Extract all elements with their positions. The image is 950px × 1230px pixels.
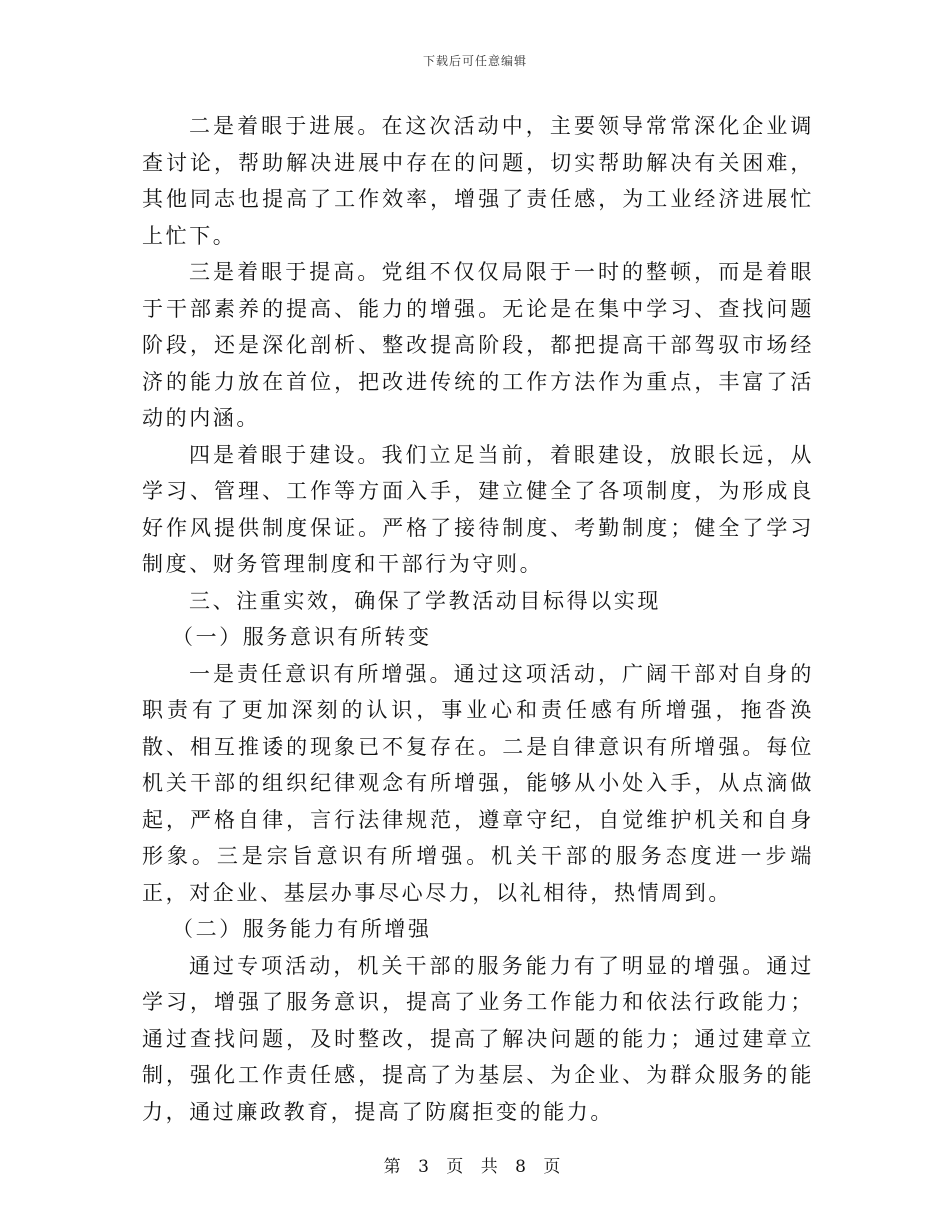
paragraph-awareness: 一是责任意识有所增强。通过这项活动，广阔干部对自身的职责有了更加深刻的认识，事业心和责任感有所增强，拖沓涣散、相互推诿的现象已不复存在。二是自律意识有所增强。每位机关干部的组织纪律观念有所增强，能够从小处入手，从点滴做起，严格自律，言行法律规范，遵章守纪，自觉维护机关和自身形象。三是宗旨意识有所增强。机关干部的服务态度进一步端正，对企业、基层办事尽心尽力，以礼相待，热情周到。 [142, 661, 814, 905]
paragraph-ability: 通过专项活动，机关干部的服务能力有了明显的增强。通过学习，增强了服务意识，提高了业务工作能力和依法行政能力；通过查找问题，及时整改，提高了解决问题的能力；通过建章立制，强化工作责任感，提高了为基层、为企业、为群众服务的能力，通过廉政教育，提高了防腐拒变的能力。 [142, 953, 814, 1124]
subheading-service-ability: （二）服务能力有所增强 [172, 917, 432, 941]
document-body [142, 108, 814, 1130]
paragraph-construction: 四是着眼于建设。我们立足当前，着眼建设，放眼长远，从学习、管理、工作等方面入手，建立健全了各项制度，为形成良好作风提供制度保证。严格了接待制度、考勤制度；健全了学习制度、财务管理制度和干部行为守则。 [142, 442, 814, 576]
paragraph-improvement: 三是着眼于提高。党组不仅仅局限于一时的整顿，而是着眼于干部素养的提高、能力的增强。无论是在集中学习、查找问题阶段，还是深化剖析、整改提高阶段，都把提高干部驾驭市场经济的能力放在首位，把改进传统的工作方法作为重点，丰富了活动的内涵。 [142, 260, 814, 430]
section-heading-three: 三、注重实效，确保了学教活动目标得以实现 [189, 588, 661, 613]
paragraph-development: 二是着眼于进展。在这次活动中，主要领导常常深化企业调查讨论，帮助解决进展中存在的问题，切实帮助解决有关困难，其他同志也提高了工作效率，增强了责任感，为工业经济进展忙上忙下。 [142, 114, 814, 248]
page-number: 第 3 页 共 8 页 [383, 1157, 567, 1177]
page-header: 下载后可任意编辑 [422, 54, 527, 68]
subheading-service-awareness: （一）服务意识有所转变 [172, 625, 432, 649]
